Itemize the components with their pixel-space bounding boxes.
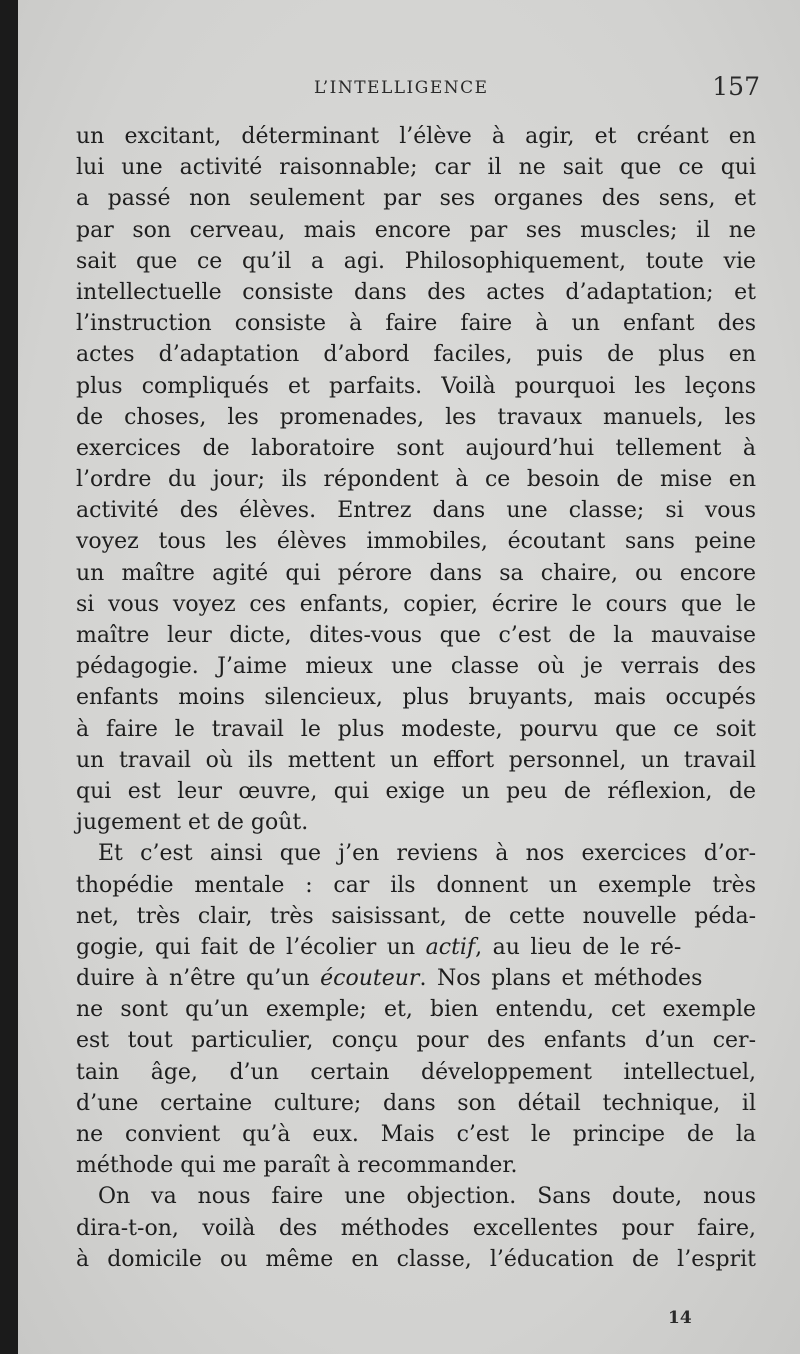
text-line: à domicile ou même en classe, l’éducation de l’esprit xyxy=(76,1246,756,1272)
body-text xyxy=(76,121,756,1275)
text-line: lui une activité raisonnable; car il ne sait que ce qui xyxy=(76,155,756,181)
page-number: 157 xyxy=(712,72,760,101)
text-line: l’ordre du jour; ils répondent à ce besoin de mise en xyxy=(76,467,756,493)
page-header xyxy=(18,72,800,108)
text-line: jugement et de goût. xyxy=(76,810,309,836)
text-line: a passé non seulement par ses organes des sens, et xyxy=(76,186,756,212)
book-page xyxy=(18,0,800,1354)
text-line: activité des élèves. Entrez dans une classe; si vous xyxy=(76,498,756,524)
text-line: un travail où ils mettent un effort personnel, un travail xyxy=(76,747,756,773)
signature-mark: 14 xyxy=(668,1308,692,1328)
text-line: de choses, les promenades, les travaux manuels, les xyxy=(76,404,756,430)
text-line: enfants moins silencieux, plus bruyants, mais occupés xyxy=(76,685,756,711)
text-line: exercices de laboratoire sont aujourd’hui tellement à xyxy=(76,435,756,461)
text-line: l’instruction consiste à faire faire à un enfant des xyxy=(76,311,756,337)
text-line: sait que ce qu’il a agi. Philosophiquement, toute vie xyxy=(76,248,756,274)
text-line: On va nous faire une objection. Sans doute, nous xyxy=(98,1184,756,1210)
italic-word: écouteur xyxy=(320,966,420,992)
text-line: par son cerveau, mais encore par ses muscles; il ne xyxy=(76,217,756,243)
text-line: net, très clair, très saisissant, de cette nouvelle péda- xyxy=(76,903,756,929)
text-line: plus compliqués et parfaits. Voilà pourquoi les leçons xyxy=(76,373,756,399)
text-line xyxy=(76,932,756,963)
text-line: dira-t-on, voilà des méthodes excellentes pour faire, xyxy=(76,1215,756,1241)
text-line: est tout particulier, conçu pour des enfants d’un cer- xyxy=(76,1028,756,1054)
text-line: un maître agité qui pérore dans sa chaire, ou encore xyxy=(76,560,756,586)
text-line: intellectuelle consiste dans des actes d’adaptation; et xyxy=(76,279,756,305)
text-line: tain âge, d’un certain développement intellectuel, xyxy=(76,1059,756,1085)
text-line: à faire le travail le plus modeste, pourvu que ce soit xyxy=(76,716,756,742)
running-head: L’INTELLIGENCE xyxy=(314,78,489,98)
text-segment: duire à n’être qu’un xyxy=(76,966,321,992)
text-segment: , au lieu de le ré- xyxy=(475,934,682,960)
text-line: Et c’est ainsi que j’en reviens à nos exercices d’or- xyxy=(98,841,756,867)
text-line: si vous voyez ces enfants, copier, écrire le cours que le xyxy=(76,591,756,617)
text-line: un excitant, déterminant l’élève à agir, et créant en xyxy=(76,124,756,149)
text-segment: . Nos plans et méthodes xyxy=(419,966,703,992)
text-segment: gogie, qui fait de l’écolier un xyxy=(76,934,426,960)
text-line: ne sont qu’un exemple; et, bien entendu, cet exemple xyxy=(76,997,756,1023)
text-line: thopédie mentale : car ils donnent un exemple très xyxy=(76,872,756,898)
text-line: pédagogie. J’aime mieux une classe où je verrais des xyxy=(76,654,756,680)
text-line: voyez tous les élèves immobiles, écoutant sans peine xyxy=(76,529,756,555)
text-line xyxy=(76,963,756,994)
text-line: méthode qui me paraît à recommander. xyxy=(76,1153,518,1179)
text-line: ne convient qu’à eux. Mais c’est le principe de la xyxy=(76,1122,756,1147)
text-line: d’une certaine culture; dans son détail technique, il xyxy=(76,1090,756,1116)
text-line: qui est leur œuvre, qui exige un peu de réflexion, de xyxy=(76,778,756,804)
text-line: actes d’adaptation d’abord faciles, puis de plus en xyxy=(76,342,756,368)
text-line: maître leur dicte, dites-vous que c’est de la mauvaise xyxy=(76,623,756,648)
italic-word: actif xyxy=(425,934,476,960)
